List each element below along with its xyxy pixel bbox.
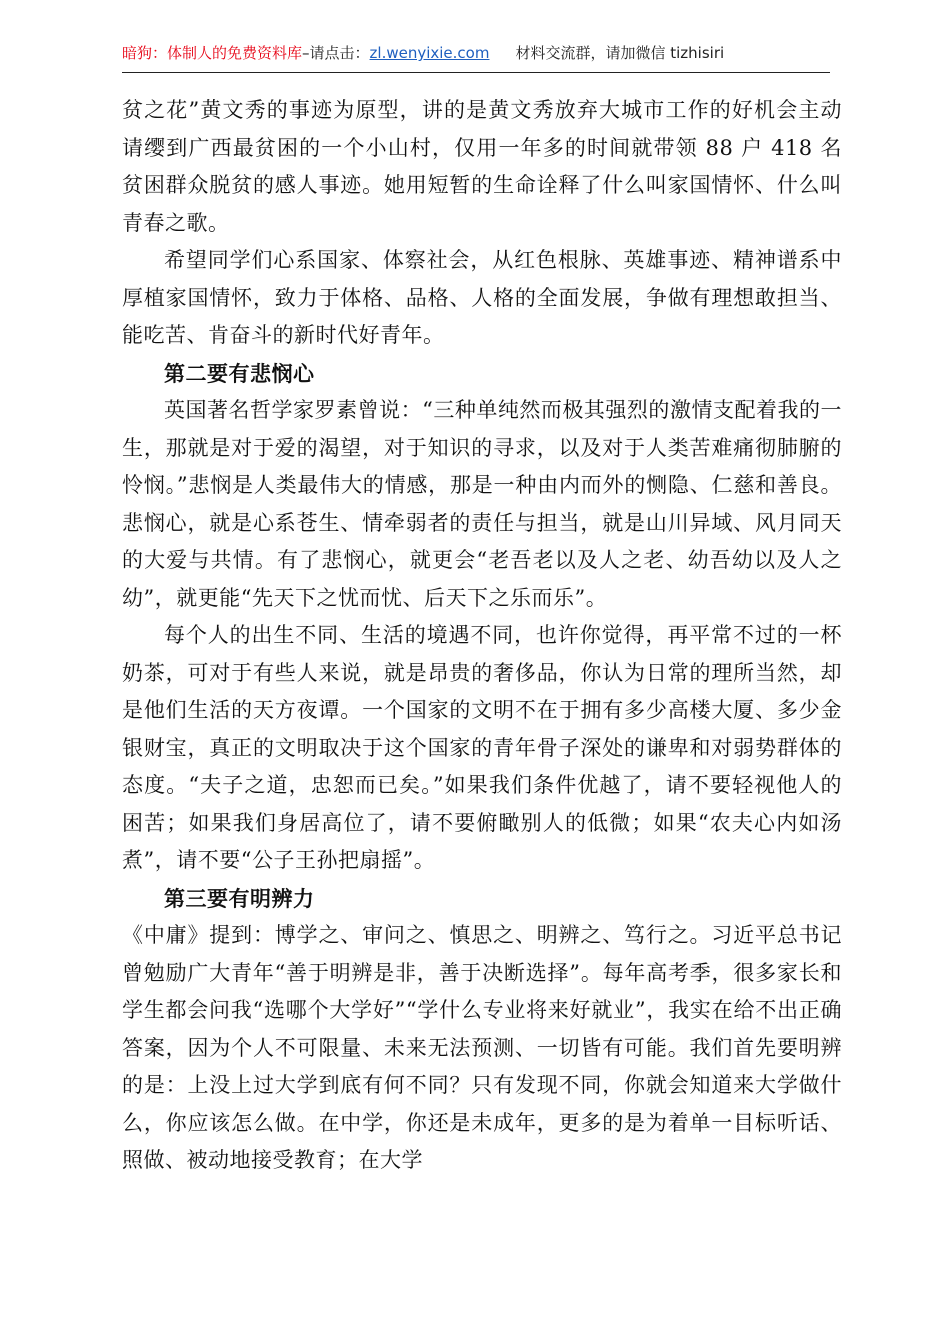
paragraph: 每个人的出生不同、生活的境遇不同，也许你觉得，再平常不过的一杯奶茶，可对于有些人来说，就是昂贵的奢侈品，你认为日常的理所当然，却是他们生活的天方夜谭。一个国家的文明不在于拥有多少高楼大厦、多少金银财宝，真正的文明取决于这个国家的青年骨子深处的谦卑和对弱势群体的态度。“夫子之道，忠恕而已矣。”如果我们条件优越了，请不要轻视他人的困苦；如果我们身居高位了，请不要俯瞰别人的低微；如果“农夫心内如汤煮”，请不要“公子王孙把扇摇”。: [122, 623, 842, 872]
paragraph: 贫之花”黄文秀的事迹为原型，讲的是黄文秀放弃大城市工作的好机会主动请缨到广西最贫困的一个小山村，仅用一年多的时间就带领 88 户 418 名贫困群众脱贫的感人事迹。她用短暂的生命诠释了什么叫家国情怀、什么叫青春之歌。: [122, 98, 842, 235]
header-prompt: –请点击：: [302, 44, 370, 62]
section-heading: 第二要有悲悯心: [164, 360, 315, 386]
paragraph: 《中庸》提到：博学之、审问之、慎思之、明辨之、笃行之。习近平总书记曾勉励广大青年“善于明辨是非，善于决断选择”。每年高考季，很多家长和学生都会问我“选哪个大学好”“学什么专业将来好就业”，我实在给不出正确答案，因为个人不可限量、未来无法预测、一切皆有可能。我们首先要明辨的是：上没上过大学到底有何不同？只有发现不同，你就会知道来大学做什么，你应该怎么做。在中学，你还是未成年，更多的是为着单一目标听话、照做、被动地接受教育；在大学: [122, 923, 842, 1172]
header-group-info: 材料交流群，请加微信 tizhisiri: [515, 44, 725, 62]
paragraph: 英国著名哲学家罗素曾说：“三种单纯然而极其强烈的激情支配着我的一生，那就是对于爱的渴望，对于知识的寻求，以及对于人类苦难痛彻肺腑的怜悯。”悲悯是人类最伟大的情感，那是一种由内而外的恻隐、仁慈和善良。悲悯心，就是心系苍生、情牵弱者的责任与担当，就是山川异域、风月同天的大爱与共情。有了悲悯心，就更会“老吾老以及人之老、幼吾幼以及人之幼”，就更能“先天下之忧而忧、后天下之乐而乐”。: [122, 398, 842, 610]
header-link[interactable]: zl.wenyixie.com: [369, 44, 490, 62]
header-brand: 暗狗：体制人的免费资料库: [122, 44, 303, 62]
paragraph: 希望同学们心系国家、体察社会，从红色根脉、英雄事迹、精神谱系中厚植家国情怀，致力于体格、品格、人格的全面发展，争做有理想敢担当、能吃苦、肯奋斗的新时代好青年。: [122, 248, 842, 347]
section-heading: 第三要有明辨力: [164, 885, 315, 911]
document-body: [122, 92, 842, 1180]
page-header: [122, 42, 830, 73]
